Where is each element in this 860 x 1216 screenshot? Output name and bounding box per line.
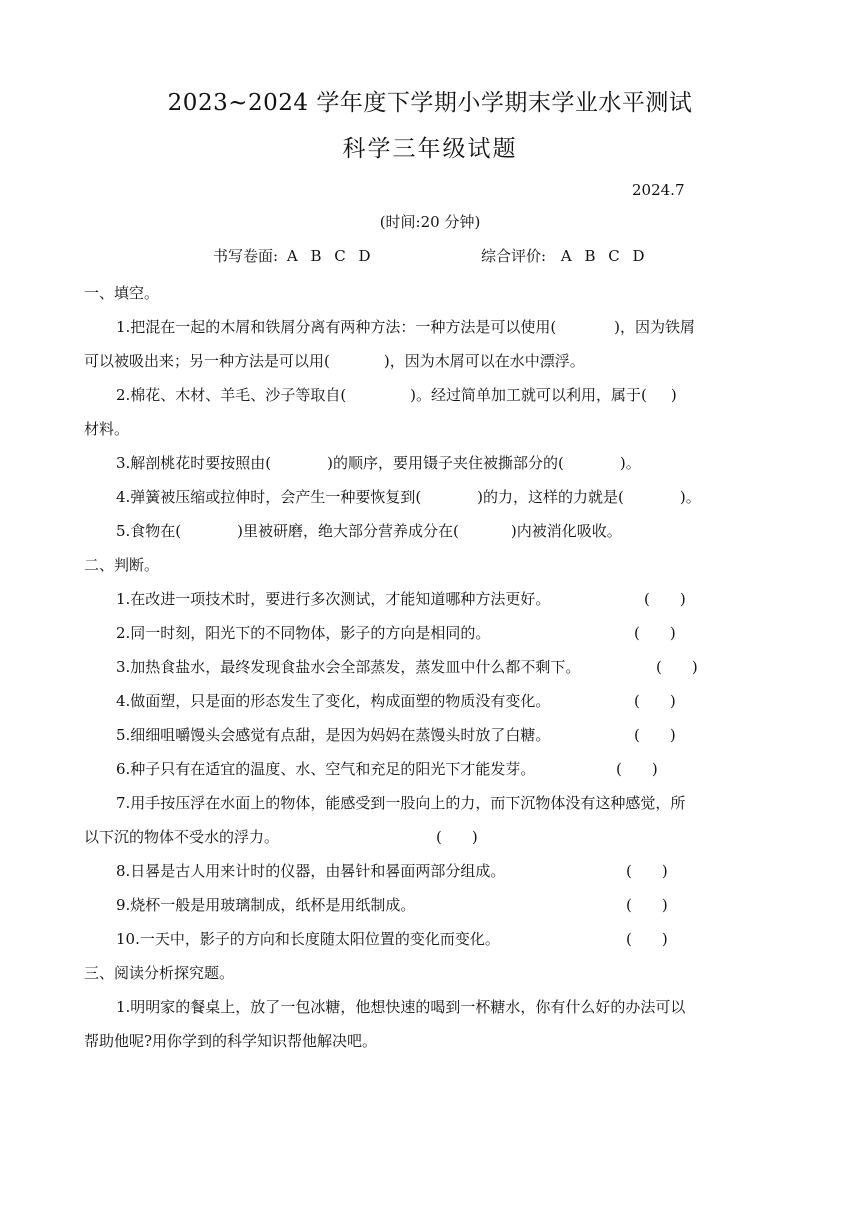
fill-q2-text-b: )。经过简单加工就可以利用，属于( (410, 386, 647, 404)
overall-score-options: A B C D (560, 247, 649, 265)
fill-q3-text-a: 3.解剖桃花时要按照由( (116, 454, 272, 472)
judge-q8-text: 8.日晷是古人用来计时的仪器，由晷针和晷面两部分组成。 (116, 862, 506, 880)
fill-q5 (116, 521, 786, 541)
section-heading-fill-blank: 一、填空。 (84, 284, 160, 302)
judge-q3-text: 3.加热食盐水，最终发现食盐水会全部蒸发，蒸发皿中什么都不剩下。 (116, 658, 581, 676)
analysis-q1-line1: 1.明明家的餐桌上，放了一包冰糖，他想快速的喝到一杯糖水，你有什么好的办法可以 (116, 998, 686, 1016)
judge-q3-answer[interactable]: ( ) (656, 658, 698, 676)
fill-q2-text-c: ) (670, 386, 677, 404)
judge-q4-text: 4.做面塑，只是面的形态发生了变化，构成面塑的物质没有变化。 (116, 692, 551, 710)
judge-q7-line2 (84, 827, 784, 847)
judge-q9-text: 9.烧杯一般是用玻璃制成，纸杯是用纸制成。 (116, 896, 416, 914)
fill-q2-line2: 材料。 (84, 420, 130, 438)
fill-q1-text-b: )，因为铁屑 (614, 318, 696, 336)
judge-q7-text-b: 以下沉的物体不受水的浮力。 (84, 828, 280, 846)
judge-q3 (116, 657, 786, 677)
judge-q10-answer[interactable]: ( ) (626, 930, 668, 948)
section-heading-judge: 二、判断。 (84, 556, 160, 574)
judge-q1 (116, 589, 786, 609)
judge-q6-answer[interactable]: ( ) (616, 760, 658, 778)
judge-q6-text: 6.种子只有在适宜的温度、水、空气和充足的阳光下才能发芽。 (116, 760, 536, 778)
fill-q1-text-d: )，因为木屑可以在水中漂浮。 (383, 352, 585, 370)
fill-q1-line1 (116, 317, 786, 337)
fill-q2-text-a: 2.棉花、木材、羊毛、沙子等取自( (116, 386, 347, 404)
fill-q1-text-c: 可以被吸出来；另一种方法是可以用( (84, 352, 330, 370)
fill-q5-text-a: 5.食物在( (116, 522, 182, 540)
judge-q4-answer[interactable]: ( ) (634, 692, 676, 710)
judge-q10-text: 10.一天中，影子的方向和长度随太阳位置的变化而变化。 (116, 930, 500, 948)
judge-q7-answer[interactable]: ( ) (436, 828, 478, 846)
fill-q4-text-a: 4.弹簧被压缩或拉伸时，会产生一种要恢复到( (116, 488, 422, 506)
fill-q4-text-b: )的力，这样的力就是( (477, 488, 624, 506)
judge-q5-text: 5.细细咀嚼馒头会感觉有点甜，是因为妈妈在蒸馒头时放了白糖。 (116, 726, 551, 744)
fill-q1-line2 (84, 351, 784, 371)
exam-subtitle: 科学三年级试题 (342, 136, 518, 162)
writing-score-label: 书写卷面: (213, 247, 279, 265)
fill-q4 (116, 487, 786, 507)
judge-q5-answer[interactable]: ( ) (634, 726, 676, 744)
judge-q6 (116, 759, 786, 779)
judge-q4 (116, 691, 786, 711)
overall-score-label: 综合评价: (481, 247, 547, 265)
section-heading-analysis: 三、阅读分析探究题。 (84, 964, 235, 982)
judge-q1-answer[interactable]: ( ) (644, 590, 686, 608)
judge-q8-answer[interactable]: ( ) (626, 862, 668, 880)
writing-score-options: A B C D (286, 247, 375, 265)
judge-q1-text: 1.在改进一项技术时，要进行多次测试，才能知道哪种方法更好。 (116, 590, 551, 608)
exam-title: 2023~2024 学年度下学期小学期末学业水平测试 (167, 90, 693, 116)
judge-q8 (116, 861, 786, 881)
exam-date: 2024.7 (632, 181, 685, 199)
judge-q5 (116, 725, 786, 745)
exam-time: (时间:20 分钟) (379, 213, 481, 231)
fill-q3 (116, 453, 786, 473)
fill-q2-line1 (116, 385, 786, 405)
writing-score (213, 246, 375, 266)
judge-q9 (116, 895, 786, 915)
fill-q3-text-b: )的顺序，要用镊子夹住被撕部分的( (327, 454, 564, 472)
overall-score (481, 246, 649, 266)
fill-q5-text-c: )内被消化吸收。 (510, 522, 622, 540)
fill-q5-text-b: )里被研磨，绝大部分营养成分在( (237, 522, 459, 540)
analysis-q1-line2: 帮助他呢?用你学到的科学知识帮他解决吧。 (84, 1032, 378, 1050)
fill-q3-text-c: )。 (619, 454, 641, 472)
fill-q1-text-a: 1.把混在一起的木屑和铁屑分离有两种方法：一种方法是可以使用( (116, 318, 557, 336)
judge-q10 (116, 929, 786, 949)
judge-q9-answer[interactable]: ( ) (626, 896, 668, 914)
judge-q2-text: 2.同一时刻，阳光下的不同物体，影子的方向是相同的。 (116, 624, 491, 642)
judge-q2-answer[interactable]: ( ) (634, 624, 676, 642)
judge-q7-line1: 7.用手按压浮在水面上的物体，能感受到一股向上的力，而下沉物体没有这种感觉，所 (116, 794, 686, 812)
fill-q4-text-c: )。 (679, 488, 701, 506)
judge-q2 (116, 623, 786, 643)
